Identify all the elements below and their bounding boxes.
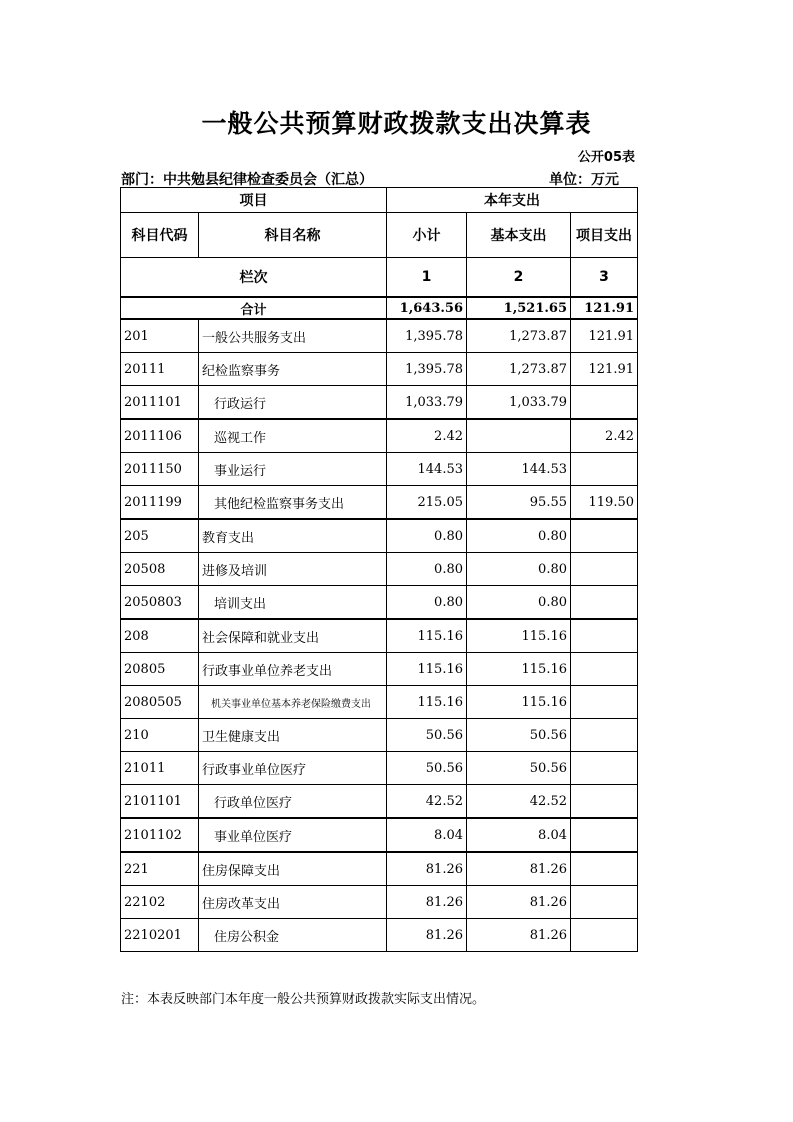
row-basic: 42.52	[467, 785, 571, 819]
table-row	[121, 752, 638, 785]
row-project	[571, 719, 638, 752]
table-row	[121, 586, 638, 620]
row-name: 住房改革支出	[199, 886, 387, 919]
row-project	[571, 519, 638, 553]
row-name: 其他纪检监察事务支出	[199, 486, 387, 520]
row-subtotal: 50.56	[387, 752, 467, 785]
row-basic: 81.26	[467, 852, 571, 886]
table-row	[121, 886, 638, 919]
row-basic: 0.80	[467, 586, 571, 620]
row-subtotal: 42.52	[387, 785, 467, 819]
row-project	[571, 785, 638, 819]
row-subtotal: 0.80	[387, 553, 467, 586]
row-code: 2101102	[121, 818, 199, 852]
row-name: 住房公积金	[199, 919, 387, 952]
table-row	[121, 785, 638, 819]
row-basic: 50.56	[467, 719, 571, 752]
total-label: 合计	[121, 297, 387, 319]
total-row	[121, 297, 638, 319]
row-code: 2011150	[121, 453, 199, 486]
row-code: 205	[121, 519, 199, 553]
row-code: 2080505	[121, 686, 199, 719]
row-basic: 0.80	[467, 519, 571, 553]
row-name: 行政事业单位养老支出	[199, 653, 387, 686]
row-basic: 115.16	[467, 653, 571, 686]
header-basic: 基本支出	[467, 213, 571, 258]
row-project	[571, 386, 638, 420]
unit-label: 单位：万元	[549, 172, 619, 188]
table-row	[121, 619, 638, 653]
row-name: 纪检监察事务	[199, 353, 387, 386]
row-name: 教育支出	[199, 519, 387, 553]
row-basic: 115.16	[467, 686, 571, 719]
table-row	[121, 818, 638, 852]
header-row-3	[121, 258, 638, 298]
row-code: 2011101	[121, 386, 199, 420]
row-code: 210	[121, 719, 199, 752]
row-project	[571, 586, 638, 620]
row-name: 行政事业单位医疗	[199, 752, 387, 785]
row-name: 社会保障和就业支出	[199, 619, 387, 653]
row-basic: 8.04	[467, 818, 571, 852]
table-row	[121, 852, 638, 886]
row-subtotal: 215.05	[387, 486, 467, 520]
expenditure-table	[120, 187, 638, 952]
row-code: 22102	[121, 886, 199, 919]
header-name: 科目名称	[199, 213, 387, 258]
row-subtotal: 81.26	[387, 886, 467, 919]
row-basic: 81.26	[467, 919, 571, 952]
row-project	[571, 453, 638, 486]
row-subtotal: 1,395.78	[387, 353, 467, 386]
row-name: 事业运行	[199, 453, 387, 486]
header-col2: 2	[467, 258, 571, 298]
row-basic: 95.55	[467, 486, 571, 520]
table-row	[121, 686, 638, 719]
row-name: 培训支出	[199, 586, 387, 620]
total-project: 121.91	[571, 297, 638, 319]
header-row-1	[121, 188, 638, 213]
table-row	[121, 353, 638, 386]
row-project: 121.91	[571, 319, 638, 353]
row-name: 机关事业单位基本养老保险缴费支出	[199, 686, 387, 719]
row-project	[571, 852, 638, 886]
row-name: 巡视工作	[199, 419, 387, 453]
row-basic: 81.26	[467, 886, 571, 919]
table-row	[121, 419, 638, 453]
table-row	[121, 486, 638, 520]
row-project	[571, 886, 638, 919]
row-name: 一般公共服务支出	[199, 319, 387, 353]
row-code: 2210201	[121, 919, 199, 952]
row-code: 2011106	[121, 419, 199, 453]
table-row	[121, 319, 638, 353]
header-col3: 3	[571, 258, 638, 298]
row-subtotal: 1,395.78	[387, 319, 467, 353]
row-basic: 144.53	[467, 453, 571, 486]
row-code: 221	[121, 852, 199, 886]
row-code: 2011199	[121, 486, 199, 520]
row-subtotal: 144.53	[387, 453, 467, 486]
row-name: 住房保障支出	[199, 852, 387, 886]
row-name: 进修及培训	[199, 553, 387, 586]
row-project: 2.42	[571, 419, 638, 453]
row-basic: 1,033.79	[467, 386, 571, 420]
row-name: 卫生健康支出	[199, 719, 387, 752]
row-subtotal: 115.16	[387, 686, 467, 719]
row-name: 行政运行	[199, 386, 387, 420]
table-row	[121, 719, 638, 752]
header-subtotal: 小计	[387, 213, 467, 258]
row-project	[571, 818, 638, 852]
row-project	[571, 919, 638, 952]
table-row	[121, 653, 638, 686]
table-row	[121, 919, 638, 952]
row-subtotal: 81.26	[387, 919, 467, 952]
row-subtotal: 2.42	[387, 419, 467, 453]
row-name: 行政单位医疗	[199, 785, 387, 819]
row-subtotal: 115.16	[387, 653, 467, 686]
form-number: 公开05表	[577, 150, 635, 165]
row-code: 2101101	[121, 785, 199, 819]
row-basic: 1,273.87	[467, 353, 571, 386]
row-project	[571, 553, 638, 586]
row-code: 208	[121, 619, 199, 653]
header-item: 项目	[121, 188, 387, 213]
total-basic: 1,521.65	[467, 297, 571, 319]
row-project	[571, 752, 638, 785]
row-subtotal: 0.80	[387, 586, 467, 620]
total-subtotal: 1,643.56	[387, 297, 467, 319]
row-code: 2050803	[121, 586, 199, 620]
row-subtotal: 81.26	[387, 852, 467, 886]
table-row	[121, 453, 638, 486]
row-project	[571, 619, 638, 653]
row-subtotal: 1,033.79	[387, 386, 467, 420]
row-basic	[467, 419, 571, 453]
row-project	[571, 653, 638, 686]
header-code: 科目代码	[121, 213, 199, 258]
header-col1: 1	[387, 258, 467, 298]
table-row	[121, 553, 638, 586]
page-title: 一般公共预算财政拨款支出决算表	[201, 109, 592, 138]
row-basic: 50.56	[467, 752, 571, 785]
row-code: 201	[121, 319, 199, 353]
footnote: 注：本表反映部门本年度一般公共预算财政拨款实际支出情况。	[121, 992, 486, 1007]
row-subtotal: 50.56	[387, 719, 467, 752]
row-basic: 1,273.87	[467, 319, 571, 353]
header-current-year: 本年支出	[387, 188, 638, 213]
row-code: 20508	[121, 553, 199, 586]
table-row	[121, 519, 638, 553]
table-row	[121, 386, 638, 420]
row-basic: 0.80	[467, 553, 571, 586]
row-project	[571, 686, 638, 719]
row-subtotal: 8.04	[387, 818, 467, 852]
row-subtotal: 115.16	[387, 619, 467, 653]
row-code: 21011	[121, 752, 199, 785]
row-name: 事业单位医疗	[199, 818, 387, 852]
row-code: 20805	[121, 653, 199, 686]
row-project: 119.50	[571, 486, 638, 520]
row-project: 121.91	[571, 353, 638, 386]
department-label: 部门：中共勉县纪律检查委员会（汇总）	[121, 172, 373, 188]
row-code: 20111	[121, 353, 199, 386]
row-basic: 115.16	[467, 619, 571, 653]
row-subtotal: 0.80	[387, 519, 467, 553]
header-project: 项目支出	[571, 213, 638, 258]
header-row-2	[121, 213, 638, 258]
header-column-no: 栏次	[121, 258, 387, 298]
